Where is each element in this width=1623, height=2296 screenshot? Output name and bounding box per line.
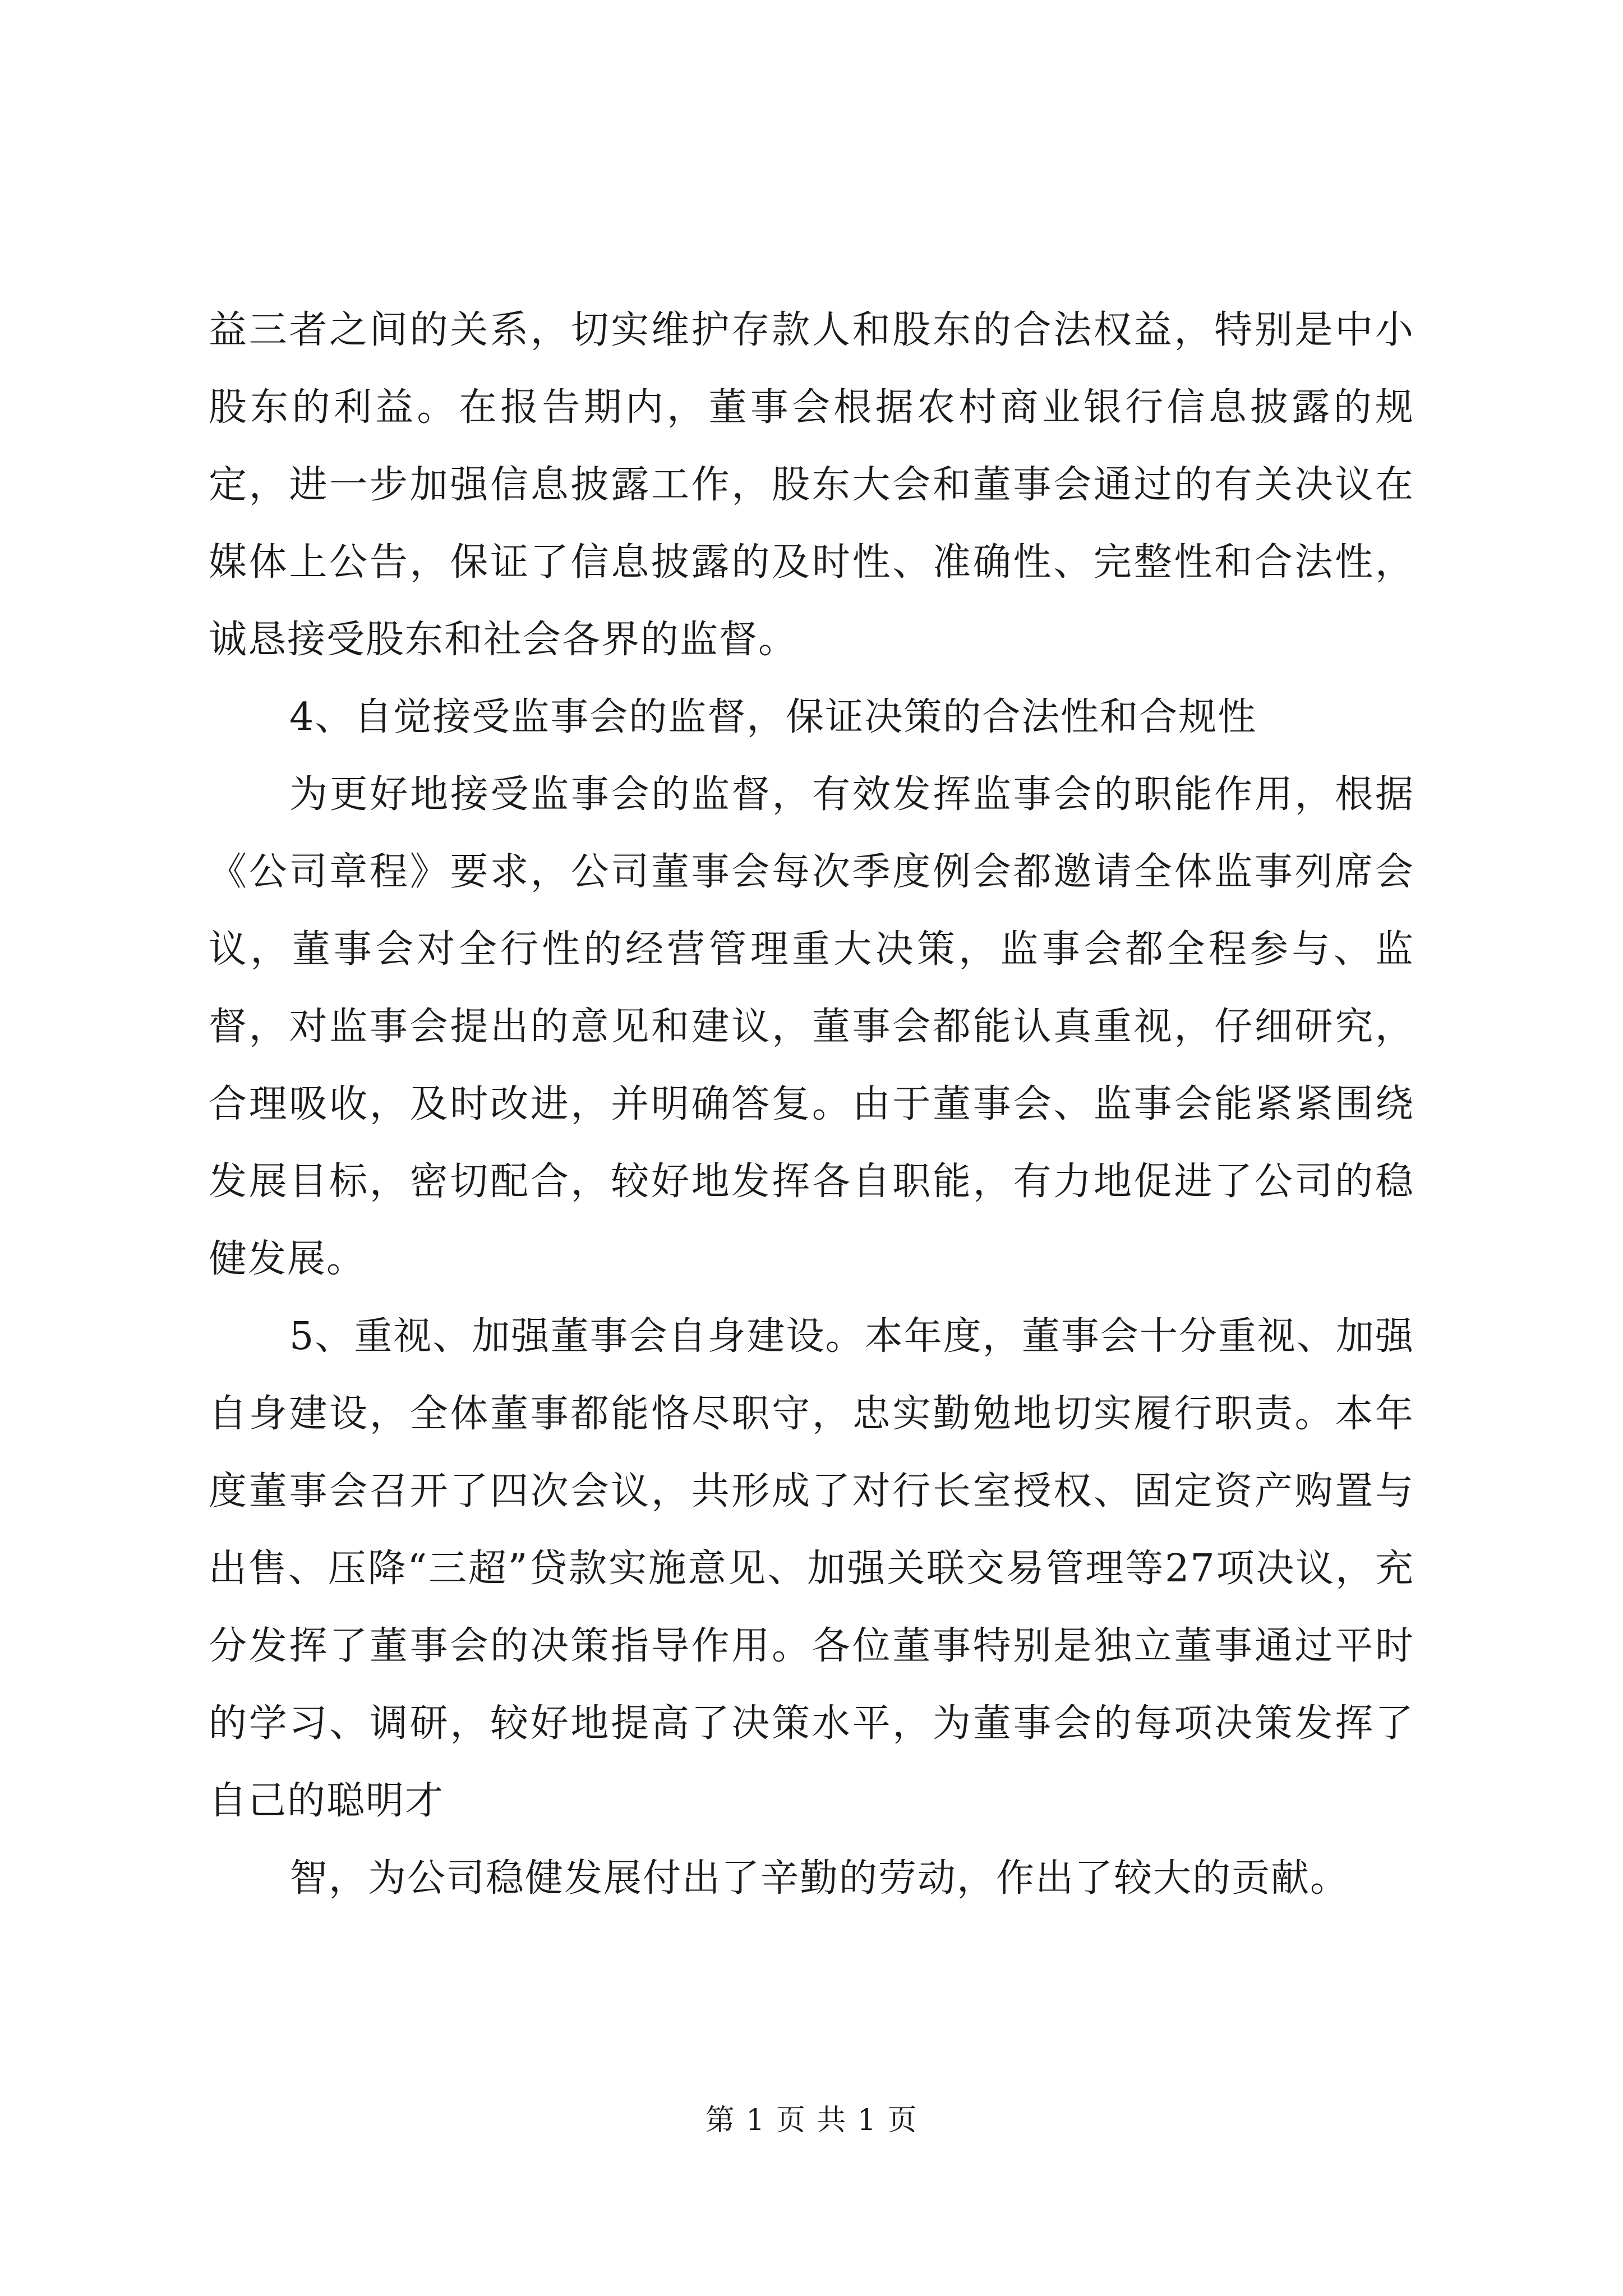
paragraph-supervisory-board: 为更好地接受监事会的监督，有效发挥监事会的职能作用，根据《公司章程》要求，公司董事会每次季度例会都邀请全体监事列席会议，董事会对全行性的经营管理重大决策，监事会都全程参与、监督，对监事会提出的意见和建议，董事会都能认真重视，仔细研究，合理吸收，及时改进，并明确答复。由于董事会、监事会能紧紧围绕发展目标，密切配合，较好地发挥各自职能，有力地促进了公司的稳健发展。 [209, 772, 1414, 1281]
paragraph-continuation: 益三者之间的关系，切实维护存款人和股东的合法权益，特别是中小股东的利益。在报告期内，董事会根据农村商业银行信息披露的规定，进一步加强信息披露工作，股东大会和董事会通过的有关决议在媒体上公告，保证了信息披露的及时性、准确性、完整性和合法性，诚恳接受股东和社会各界的监督。 [209, 308, 1414, 662]
section-5-paragraph: 5、重视、加强董事会自身建设。本年度，董事会十分重视、加强自身建设，全体董事都能恪尽职守，忠实勤勉地切实履行职责。本年度董事会召开了四次会议，共形成了对行长室授权、固定资产购置与出售、压降“三超”贷款实施意见、加强关联交易管理等27项决议，充分发挥了董事会的决策指导作用。各位董事特别是独立董事通过平时的学习、调研，较好地提高了决策水平，为董事会的每项决策发挥了自己的聪明才 [209, 1314, 1414, 1823]
paragraph-closing: 智，为公司稳健发展付出了辛勤的劳动，作出了较大的贡献。 [289, 1856, 1350, 1901]
section-heading-4: 4、自觉接受监事会的监督，保证决策的合法性和合规性 [289, 695, 1257, 739]
document-body [209, 292, 1414, 1917]
page-footer: 第 1 页 共 1 页 [705, 2104, 918, 2137]
